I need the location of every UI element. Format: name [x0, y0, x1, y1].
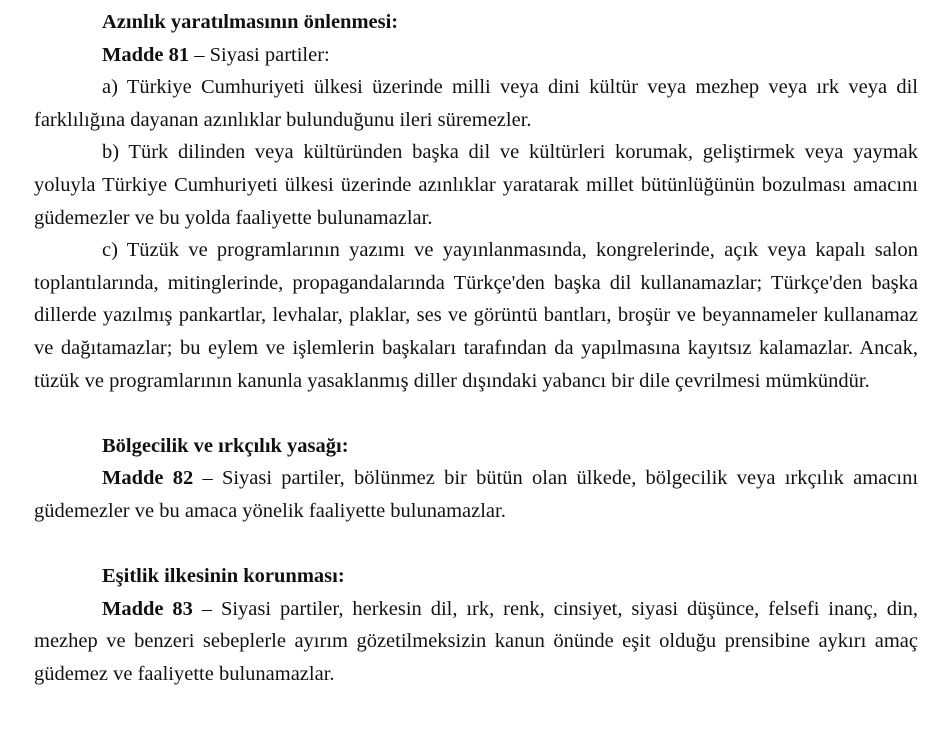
section-spacer: [34, 397, 918, 430]
section-spacer: [34, 528, 918, 561]
article-82-number: Madde 82: [102, 467, 194, 490]
clause-c: c) Tüzük ve programlarının yazımı ve yayınlanmasında, kongrelerinde, açık veya kapalı salon toplantılarında, mitinglerinde, propagandalarında Türkçe'den başka dil kullanamazlar; Türkçe'den başka dillerde yazılmış pankartlar, levhalar, plaklar, ses ve görüntü bantları, broşür ve beyannameler kullanamaz ve dağıtamazlar; bu eylem ve işlemlerin başkaları tarafından da yapılmasına kayıtsız kalamazlar. Ancak, tüzük ve programlarının kanunla yasaklanmış diller dışındaki yabancı bir dile çevrilmesi mümkündür.: [34, 239, 918, 392]
document-page: [34, 6, 918, 690]
article-83-paragraph: [34, 593, 918, 691]
article-81-line: [34, 39, 918, 72]
article-83-number: Madde 83: [102, 597, 193, 620]
article-81-dash: –: [189, 43, 210, 66]
article-83-dash: –: [192, 597, 221, 620]
section-heading-82: Bölgecilik ve ırkçılık yasağı:: [102, 434, 349, 457]
article-83-body: Siyasi partiler, herkesin dil, ırk, renk, cinsiyet, siyasi düşünce, felsefi inanç, din, mezhep ve benzeri sebeplerle ayırım gözetilmeksizin kanun önünde eşit olduğu prensibine aykırı amaç güdemez ve faaliyette bulunamazlar.: [34, 597, 919, 685]
section-heading-83: Eşitlik ilkesinin korunması:: [102, 565, 345, 588]
section-heading-81: Azınlık yaratılmasının önlenmesi:: [102, 11, 399, 33]
article-81-number: Madde 81: [102, 43, 190, 66]
article-82-body: Siyasi partiler, bölünmez bir bütün olan ülkede, bölgecilik veya ırkçılık amacını güdemezler ve bu amaca yönelik faaliyette bulunamazlar.: [34, 467, 919, 522]
clause-b: b) Türk dilinden veya kültüründen başka dil ve kültürleri korumak, geliştirmek veya yaymak yoluyla Türkiye Cumhuriyeti ülkesi üzerinde azınlıklar yaratarak millet bütünlüğünün bozulması amacını güdemezler ve bu yolda faaliyette bulunamazlar.: [34, 141, 918, 229]
article-82-dash: –: [193, 467, 222, 490]
clause-a: a) Türkiye Cumhuriyeti ülkesi üzerinde milli veya dini kültür veya mezhep veya ırk veya dil farklılığına dayanan azınlıklar bulunduğunu ileri süremezler.: [34, 76, 918, 131]
article-81-title: Siyasi partiler:: [209, 43, 330, 66]
article-82-paragraph: [34, 462, 918, 527]
